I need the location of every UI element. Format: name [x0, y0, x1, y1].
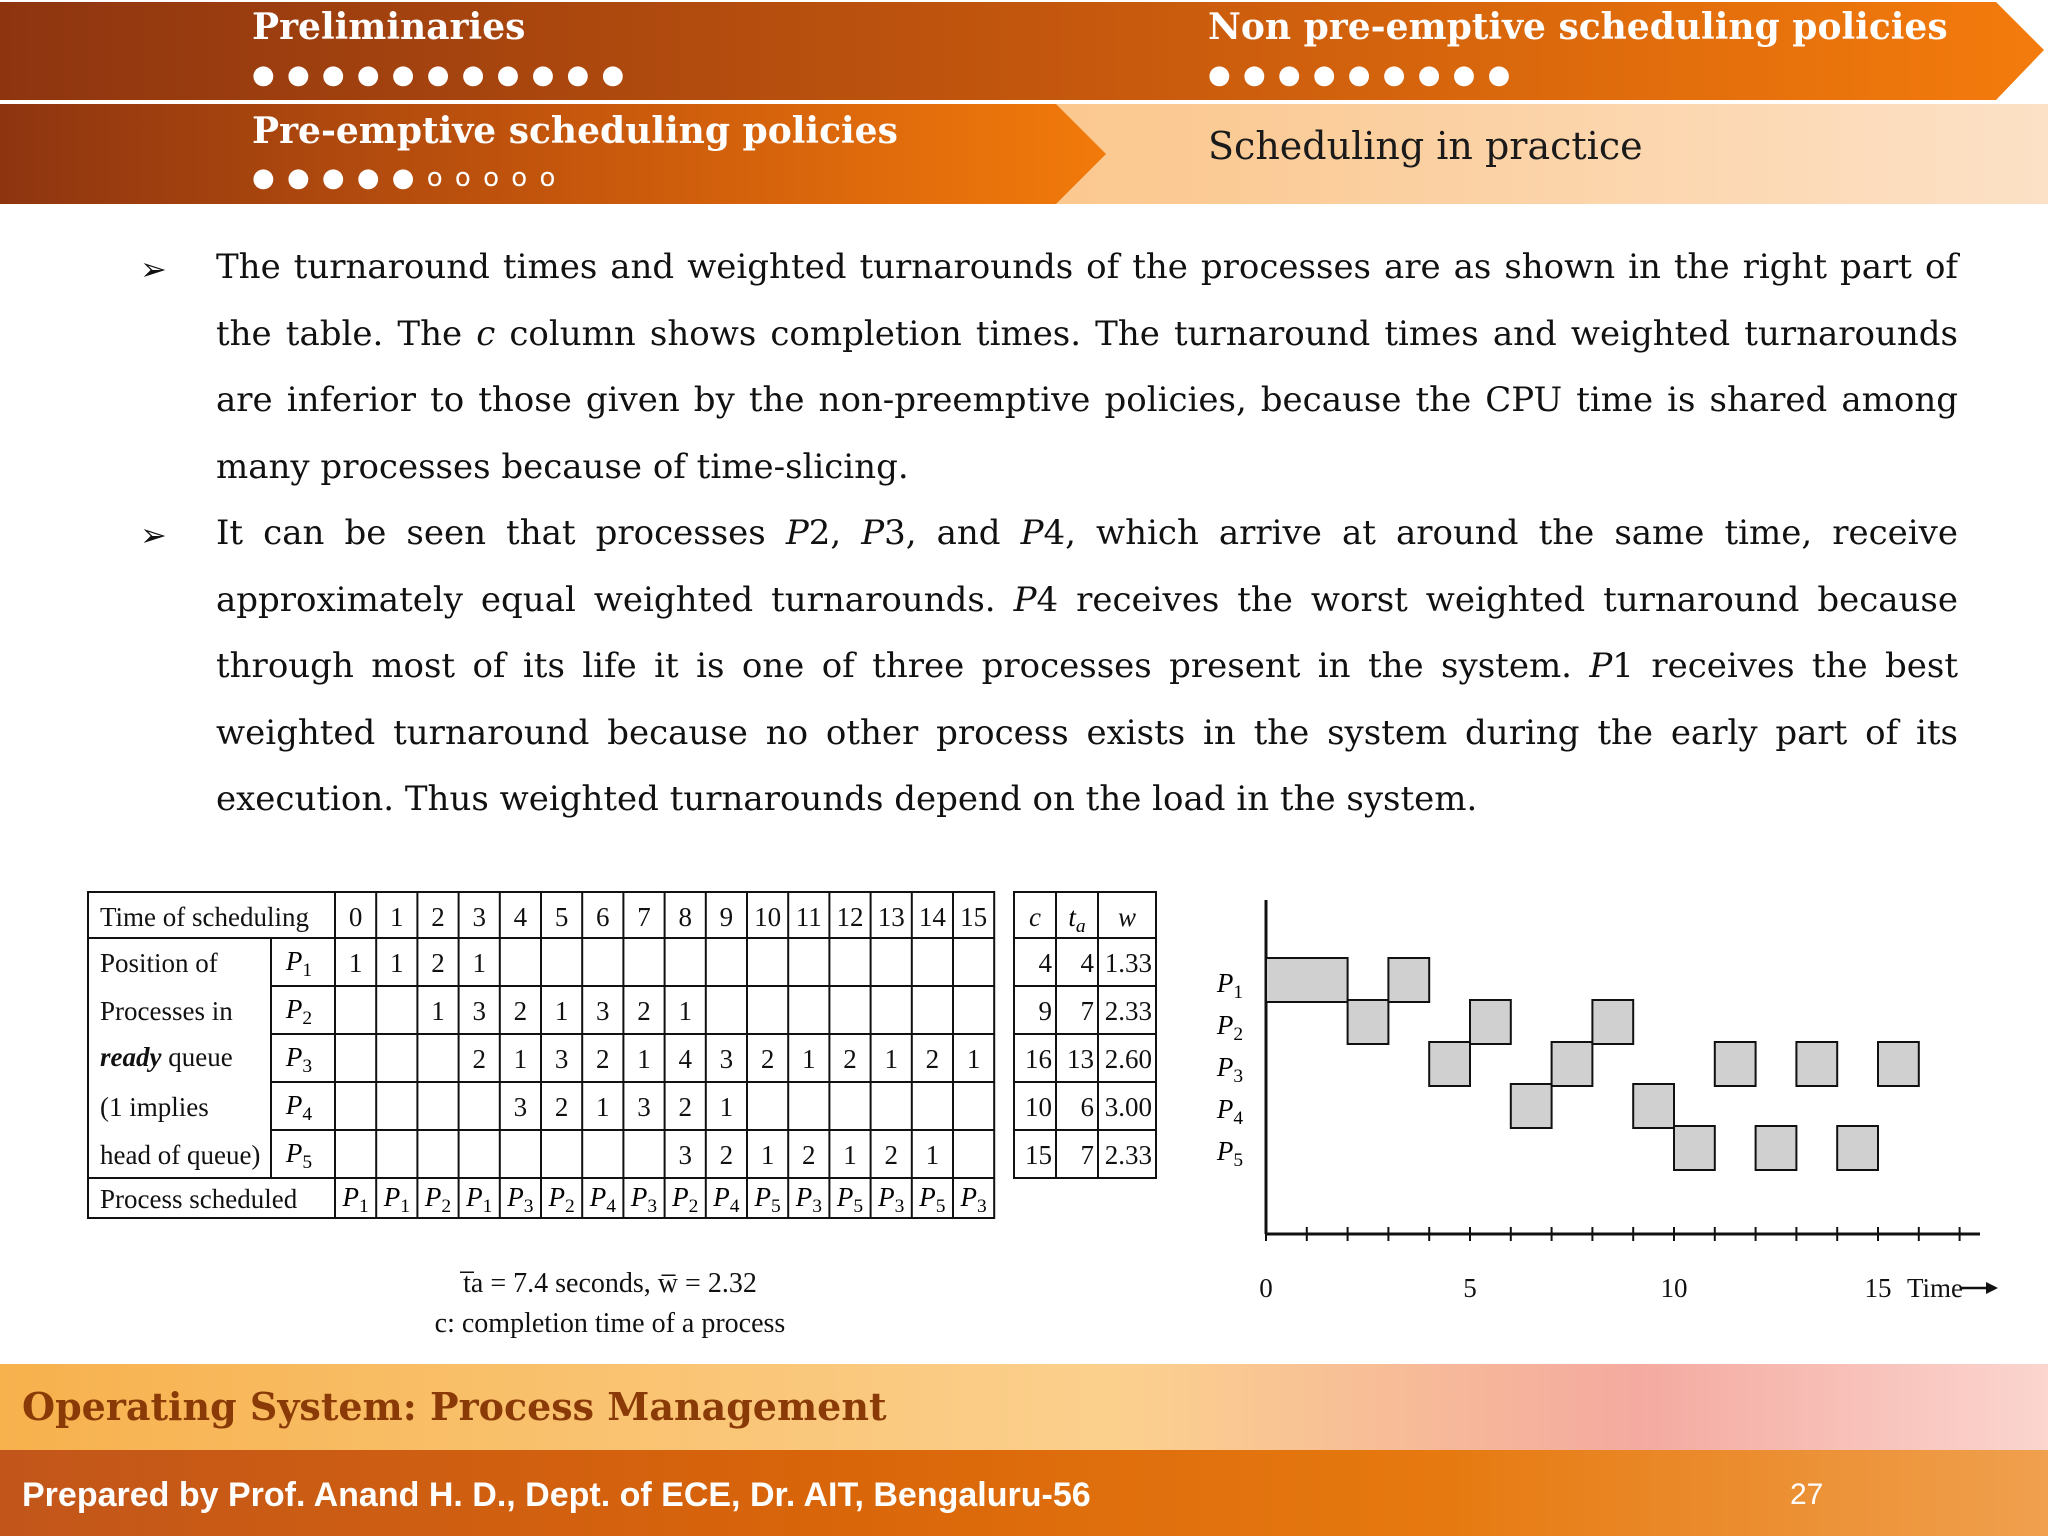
- table-position-cell: 3: [554, 1044, 569, 1074]
- gantt-bar: [1511, 1084, 1552, 1128]
- p2-ital: P: [1589, 646, 1613, 686]
- table-scheduled-cell: $P_1$: [383, 1182, 410, 1217]
- table-metric-header-c: c: [1029, 902, 1041, 932]
- table-scheduled-cell: $P_1$: [466, 1182, 493, 1217]
- table-note-completion: c: completion time of a process: [434, 1308, 786, 1339]
- p2-seg: 1 receives the best weighted turnaround because no other process exists in the system during the early part of its execution. Thus weighted turnarounds depend on the load in the system.: [216, 646, 1958, 819]
- scheduling-table: [86, 890, 1170, 1250]
- p2-ital: P: [785, 513, 809, 553]
- table-scheduled-cell: $P_3$: [878, 1182, 905, 1217]
- gantt-bar: [1348, 1000, 1389, 1044]
- table-row-label: Position of: [100, 948, 218, 978]
- table-time-header: 8: [678, 902, 692, 932]
- preemptive-progress-dots: ● ● ● ● ● o o o o o: [252, 163, 558, 193]
- gantt-chart-svg: [1200, 890, 2040, 1330]
- page-number: 27: [1790, 1478, 1824, 1511]
- table-time-header: 7: [637, 902, 651, 932]
- table-position-cell: 2: [760, 1044, 775, 1074]
- table-metric-c: 4: [1038, 948, 1052, 978]
- table-metric-w: 2.33: [1104, 1140, 1152, 1170]
- table-scheduled-cell: $P_2$: [424, 1182, 452, 1217]
- table-position-cell: 1: [760, 1140, 775, 1170]
- p2-seg: 4 receives the worst weighted turnaround because through most of its life it is one of three processes present in the system.: [216, 579, 1958, 686]
- table-process-label: $P_4$: [285, 1090, 313, 1125]
- gantt-axis-arrow-head: [1986, 1282, 1998, 1294]
- table-scheduled-cell: $P_3$: [507, 1182, 534, 1217]
- table-position-cell: 3: [637, 1092, 651, 1122]
- table-time-header: 5: [554, 902, 569, 932]
- table-metric-ta: 4: [1080, 948, 1094, 978]
- gantt-bar: [1592, 1000, 1633, 1044]
- table-position-cell: 2: [925, 1044, 940, 1074]
- table-metric-c: 15: [1025, 1140, 1052, 1170]
- table-metric-ta: 7: [1080, 1140, 1094, 1170]
- table-time-header: 4: [513, 902, 528, 932]
- table-position-cell: 1: [802, 1044, 816, 1074]
- gantt-bar: [1266, 958, 1348, 1002]
- table-position-cell: 3: [719, 1044, 734, 1074]
- table-position-cell: 1: [925, 1140, 940, 1170]
- table-position-cell: 1: [637, 1044, 651, 1074]
- gantt-bar: [1552, 1042, 1593, 1086]
- gantt-bar: [1470, 1000, 1511, 1044]
- table-metric-header-w: w: [1117, 902, 1137, 932]
- table-time-header: 15: [960, 902, 988, 932]
- gantt-lane-label: $P_3$: [1216, 1052, 1244, 1087]
- table-position-cell: 1: [596, 1092, 610, 1122]
- table-position-cell: 2: [719, 1140, 734, 1170]
- bullet-marker-2: ➢: [140, 516, 167, 554]
- table-time-header: 6: [596, 902, 610, 932]
- table-position-cell: 1: [513, 1044, 528, 1074]
- table-position-cell: 3: [596, 996, 610, 1026]
- table-process-label: $P_2$: [285, 994, 313, 1029]
- table-time-header: 11: [795, 902, 822, 932]
- gantt-bar: [1756, 1126, 1797, 1170]
- gantt-bar: [1429, 1042, 1470, 1086]
- table-position-cell: 2: [472, 1044, 486, 1074]
- p2-seg: 2,: [808, 513, 862, 553]
- gantt-axis-label: Time: [1906, 1273, 1964, 1303]
- table-metric-w: 2.60: [1104, 1044, 1152, 1074]
- nav-scheduling-practice[interactable]: Scheduling in practice: [1208, 124, 1643, 168]
- table-scheduled-cell: $P_3$: [795, 1182, 822, 1217]
- table-position-cell: 2: [554, 1092, 569, 1122]
- table-position-cell: 2: [884, 1140, 898, 1170]
- gantt-chart: [1200, 890, 2040, 1330]
- table-scheduled-cell: $P_1$: [342, 1182, 369, 1217]
- table-scheduled-cell: $P_3$: [960, 1182, 987, 1217]
- table-scheduled-cell: $P_2$: [548, 1182, 575, 1217]
- table-scheduled-cell: $P_5$: [836, 1182, 864, 1217]
- table-scheduled-cell: $P_4$: [589, 1182, 616, 1217]
- table-position-cell: 2: [513, 996, 528, 1026]
- table-time-header: 1: [390, 902, 404, 932]
- table-position-cell: 1: [719, 1092, 734, 1122]
- gantt-bar: [1878, 1042, 1919, 1086]
- footer-course-band: [0, 1364, 2048, 1450]
- table-position-cell: 1: [348, 948, 363, 978]
- table-time-header: 9: [719, 902, 734, 932]
- gantt-tick-label: 15: [1864, 1273, 1892, 1303]
- bullet-marker-1: ➢: [140, 250, 167, 288]
- footer-course-title: Operating System: Process Management: [22, 1384, 887, 1429]
- gantt-bar: [1715, 1042, 1756, 1086]
- table-time-header: 0: [348, 902, 363, 932]
- table-time-header: 3: [472, 902, 486, 932]
- gantt-bar: [1633, 1084, 1674, 1128]
- table-metric-ta: 6: [1080, 1092, 1094, 1122]
- table-time-header: 12: [836, 902, 864, 932]
- table-row-label: Processes in: [100, 996, 233, 1026]
- table-position-cell: 1: [678, 996, 692, 1026]
- table-position-cell: 1: [966, 1044, 981, 1074]
- table-scheduled-label: Process scheduled: [100, 1184, 298, 1214]
- table-row-label: head of queue): [100, 1140, 261, 1170]
- table-metric-c: 9: [1038, 996, 1052, 1026]
- gantt-tick-label: 0: [1259, 1273, 1273, 1303]
- paragraph-1-italic-c: c: [476, 313, 496, 354]
- table-row-label: ready queue: [100, 1042, 233, 1072]
- gantt-bar: [1388, 958, 1429, 1002]
- table-position-cell: 1: [472, 948, 486, 978]
- paragraph-1-text-b: column shows completion times. The turnaround times and weighted turnarounds are inferior to those given by the non-preemptive policies, because the CPU time is shared among many processes because of time-slicing.: [216, 313, 1958, 487]
- gantt-bar: [1837, 1126, 1878, 1170]
- gantt-lane-label: $P_1$: [1216, 968, 1244, 1003]
- table-scheduled-cell: $P_4$: [713, 1182, 740, 1217]
- p2-seg: It can be seen that processes: [216, 513, 786, 553]
- nonpreemptive-progress-dots: ● ● ● ● ● ● ● ● ●: [1208, 60, 1513, 90]
- footer-author-band: [0, 1450, 2048, 1536]
- table-metric-c: 10: [1025, 1092, 1052, 1122]
- table-row-label: (1 implies: [100, 1092, 209, 1122]
- gantt-tick-label: 5: [1463, 1273, 1477, 1303]
- table-scheduled-cell: $P_3$: [630, 1182, 658, 1217]
- table-metric-header-ta: $t_a$: [1068, 902, 1086, 937]
- table-position-cell: 3: [513, 1092, 528, 1122]
- table-position-cell: 1: [554, 996, 569, 1026]
- table-metric-w: 2.33: [1104, 996, 1152, 1026]
- table-process-label: $P_1$: [285, 946, 313, 981]
- table-metric-c: 16: [1025, 1044, 1052, 1074]
- table-position-cell: 3: [472, 996, 486, 1026]
- table-position-cell: 2: [596, 1044, 610, 1074]
- gantt-lane-label: $P_2$: [1216, 1010, 1244, 1045]
- nav-nonpreemptive[interactable]: Non pre-emptive scheduling policies: [1208, 6, 1948, 48]
- table-metric-w: 3.00: [1104, 1092, 1152, 1122]
- table-note-averages: t̅a = 7.4 seconds, w̅ = 2.32: [463, 1268, 757, 1299]
- gantt-bar: [1796, 1042, 1837, 1086]
- gantt-lane-label: $P_4$: [1216, 1094, 1244, 1129]
- nav-preliminaries[interactable]: Preliminaries: [252, 6, 526, 48]
- table-position-cell: 2: [431, 948, 445, 978]
- table-process-label: $P_5$: [285, 1138, 313, 1173]
- preliminaries-progress-dots: ● ● ● ● ● ● ● ● ● ● ●: [252, 60, 627, 90]
- table-time-header: 10: [754, 902, 782, 932]
- table-position-cell: 1: [390, 948, 404, 978]
- table-position-cell: 1: [843, 1140, 857, 1170]
- p2-seg: 4, which arrive at around the same time, receive approximately equal weighted turnarounds.: [216, 513, 1958, 620]
- table-scheduled-cell: $P_2$: [672, 1182, 699, 1217]
- gantt-bar: [1674, 1126, 1715, 1170]
- p2-ital: P: [861, 513, 885, 553]
- table-position-cell: 2: [843, 1044, 857, 1074]
- table-position-cell: 2: [637, 996, 651, 1026]
- footer-author: Prepared by Prof. Anand H. D., Dept. of ECE, Dr. AIT, Bengaluru-56: [22, 1476, 1091, 1514]
- paragraph-2: [216, 500, 1958, 833]
- p2-ital: P: [1020, 513, 1044, 553]
- p2-ital: P: [1013, 579, 1037, 620]
- table-position-cell: 1: [884, 1044, 898, 1074]
- table-time-header: 14: [918, 902, 946, 932]
- gantt-lane-label: $P_5$: [1216, 1136, 1244, 1171]
- table-time-header: 13: [877, 902, 905, 932]
- gantt-tick-label: 10: [1660, 1273, 1688, 1303]
- p2-seg: 3, and: [884, 513, 1021, 553]
- table-header-label: Time of scheduling: [100, 902, 309, 932]
- scheduling-table-svg: [86, 890, 1170, 1250]
- table-metric-w: 1.33: [1104, 948, 1152, 978]
- table-time-header: 2: [431, 902, 445, 932]
- table-metric-ta: 7: [1080, 996, 1094, 1026]
- table-position-cell: 2: [678, 1092, 692, 1122]
- table-position-cell: 1: [431, 996, 445, 1026]
- paragraph-1-text-a: The turnaround times and weighted turnarounds of the processes are as shown in the right part of the table. The: [216, 247, 1958, 354]
- table-scheduled-cell: $P_5$: [754, 1182, 781, 1217]
- table-process-label: $P_3$: [285, 1042, 313, 1077]
- table-position-cell: 3: [678, 1140, 692, 1170]
- table-metric-ta: 13: [1067, 1044, 1094, 1074]
- nav-preemptive[interactable]: Pre-emptive scheduling policies: [252, 110, 898, 152]
- table-scheduled-cell: $P_5$: [919, 1182, 946, 1217]
- table-position-cell: 2: [802, 1140, 816, 1170]
- table-position-cell: 4: [678, 1044, 692, 1074]
- paragraph-1: [216, 234, 1958, 500]
